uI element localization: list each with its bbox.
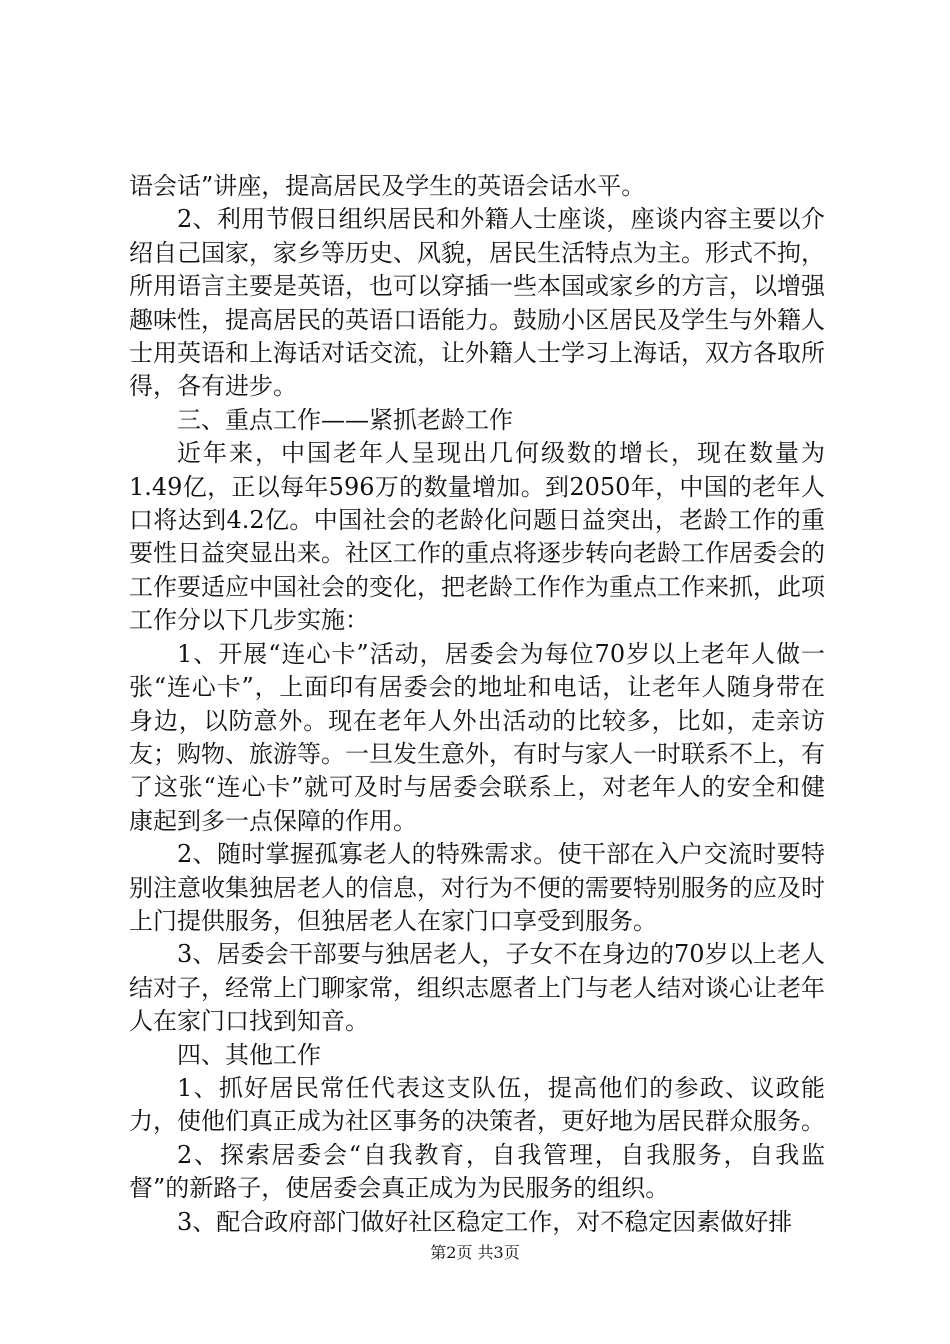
paragraph-item-3-pairing: 3、居委会干部要与独居老人，子女不在身边的70岁以上老人结对子，经常上门聊家常，组织志愿者上门与老人结对谈心让老年人在家门口找到知音。 xyxy=(129,940,825,1036)
paragraph-item-2-exchange: 2、利用节假日组织居民和外籍人士座谈，座谈内容主要以介绍自己国家，家乡等历史、风貌，居民生活特点为主。形式不拘，所用语言主要是英语，也可以穿插一些本国或家乡的方言，以增强趣味性，提高居民的英语口语能力。鼓励小区居民及学生与外籍人士用英语和上海话对话交流，让外籍人士学习上海话，双方各取所得，各有进步。 xyxy=(129,205,825,401)
section-heading-3: 三、重点工作——紧抓老龄工作 xyxy=(177,405,513,434)
paragraph-item-2-needs: 2、随时掌握孤寡老人的特殊需求。使干部在入户交流时要特别注意收集独居老人的信息，对行为不便的需要特别服务的应及时上门提供服务，但独居老人在家门口享受到服务。 xyxy=(129,840,825,935)
paragraph-continuation: 语会话”讲座，提高居民及学生的英语会话水平。 xyxy=(129,172,646,200)
paragraph-aging-intro: 近年来，中国老年人呈现出几何级数的增长，现在数量为1.49亿，正以每年596万的数量增加。到2050年，中国的老年人口将达到4.2亿。中国社会的老龄化问题日益突出，老龄工作的重要性日益突显出来。社区工作的重点将逐步转向老龄工作居委会的工作要适应中国社会的变化，把老龄工作作为重点工作来抓，此项工作分以下几步实施： xyxy=(129,439,825,635)
paragraph-item-1-representatives: 1、抓好居民常任代表这支队伍，提高他们的参政、议政能力，使他们真正成为社区事务的决策者，更好地为居民群众服务。 xyxy=(129,1073,825,1136)
document-body xyxy=(129,170,825,1239)
paragraph-item-2-self-governance: 2、探索居委会“自我教育，自我管理，自我服务，自我监督”的新路子，使居委会真正成为为民服务的组织。 xyxy=(129,1140,825,1203)
paragraph-item-1-card: 1、开展“连心卡”活动，居委会为每位70岁以上老年人做一张“连心卡”，上面印有居委会的地址和电话，让老年人随身带在身边，以防意外。现在老年人外出活动的比较多，比如，走亲访友；购物、旅游等。一旦发生意外，有时与家人一时联系不上，有了这张“连心卡”就可及时与居委会联系上，对老年人的安全和健康起到多一点保障的作用。 xyxy=(129,639,825,835)
page-number-footer: 第2页 共3页 xyxy=(430,1243,520,1262)
section-heading-4: 四、其他工作 xyxy=(177,1040,321,1069)
paragraph-item-3-stability: 3、配合政府部门做好社区稳定工作，对不稳定因素做好排 xyxy=(177,1207,793,1236)
